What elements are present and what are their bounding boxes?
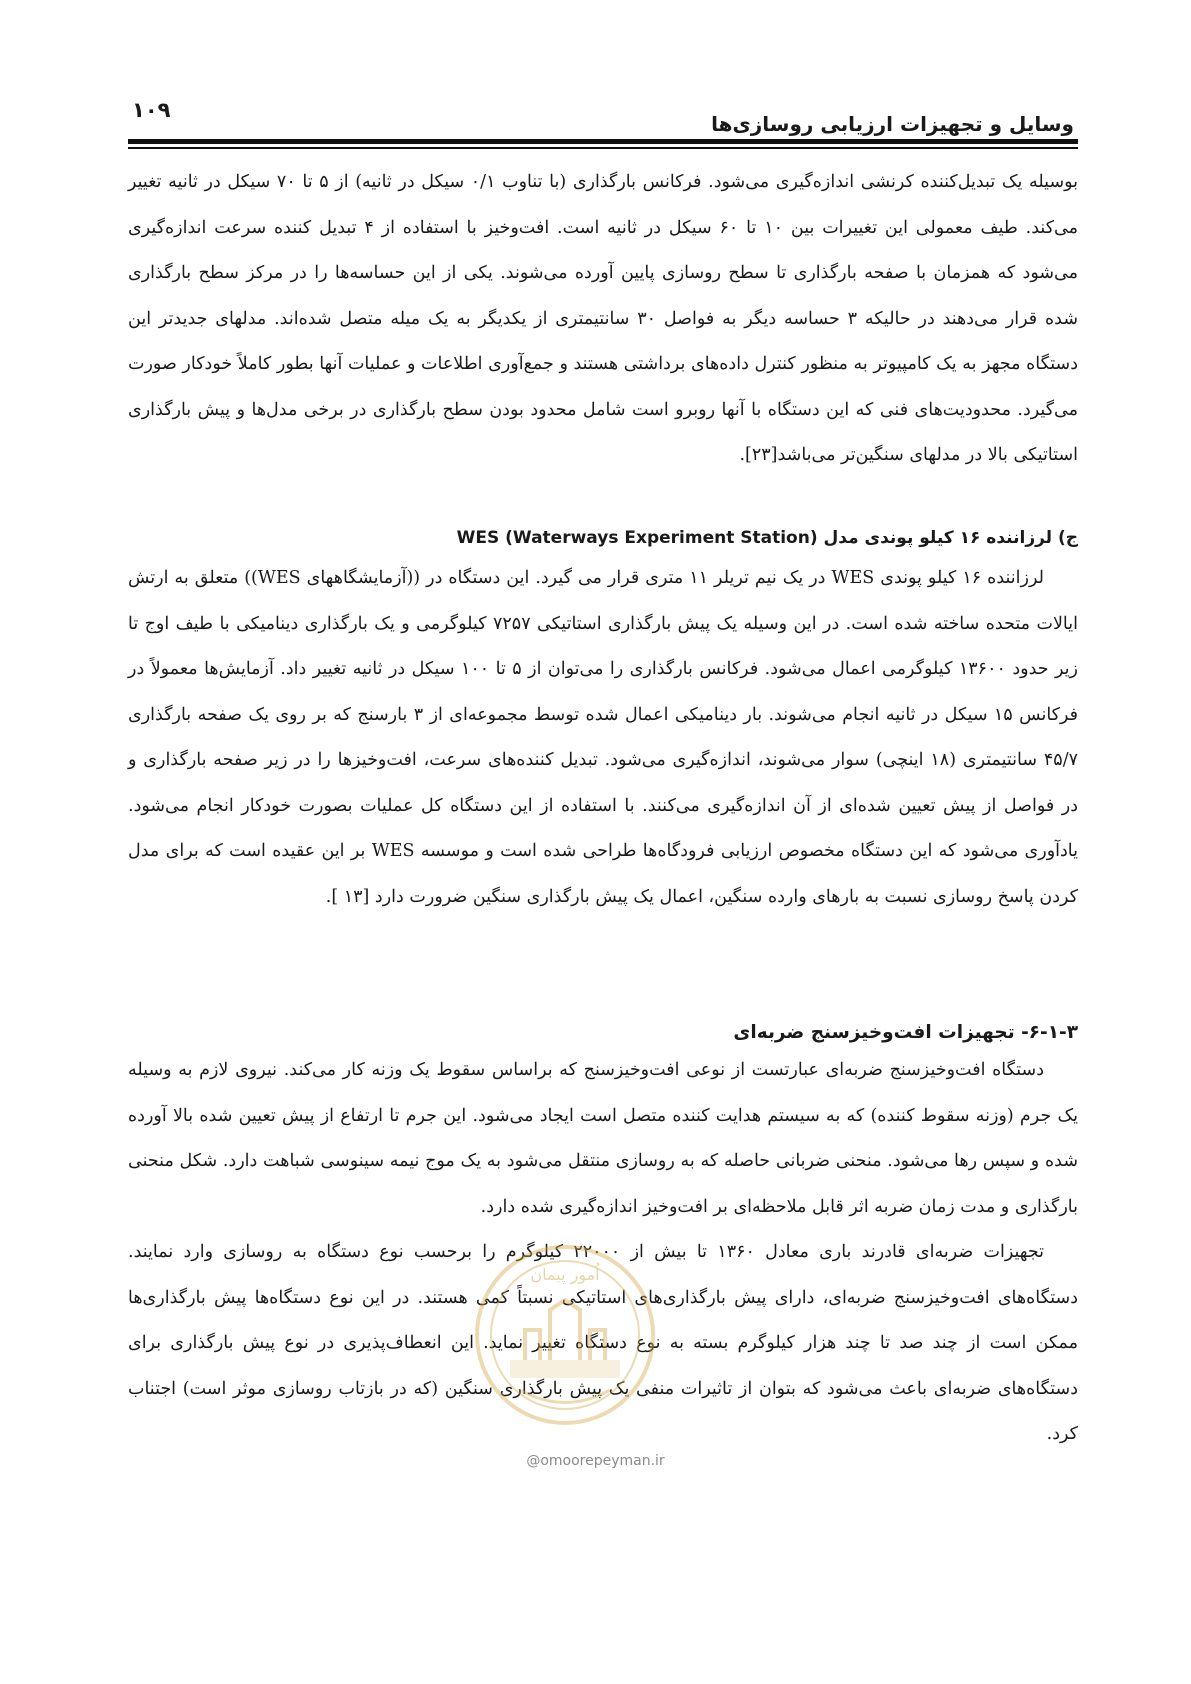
watermark-url: @omoorepeyman.ir <box>526 1453 665 1469</box>
section-b-body <box>128 160 1078 479</box>
page-header <box>128 92 1078 140</box>
watermark <box>0 1450 1191 1469</box>
section-6-1-3-paragraph-2: تجهیزات ضربه‌ای قادرند باری معادل ۱۳۶۰ تا بیش از ۲۲۰۰۰ کیلوگرم را برحسب نوع دستگاه به روسازی وارد نمایند. دستگاه‌های افت‌وخیزسنج ضربه‌ای، دارای پیش بارگذاری‌های استاتیکی نسبتاً کمی هستند. در این نوع دستگاه‌ها پیش بارگذاری‌ها ممکن است از چند صد تا چند هزار کیلوگرم بسته به نوع دستگاه تغییر نماید. این انعطاف‌پذیری در نوع پیش بارگذاری برای دستگاه‌های ضربه‌ای باعث می‌شود که بتوان از تاثیرات منفی یک پیش بارگذاری سنگین (که در بازتاب روسازی موثر است) اجتناب کرد. <box>128 1242 1078 1444</box>
watermark-stamp-logo <box>470 1240 660 1450</box>
stamp-name-text: اُمور پیمان <box>530 1265 600 1284</box>
running-title: وسایل و تجهیزات ارزیابی روسازی‌ها <box>711 112 1074 136</box>
header-rule-thin <box>128 147 1078 149</box>
section-c-body <box>128 556 1078 920</box>
section-6-1-3-heading: ۶-۱-۳- تجهیزات افت‌وخیزسنج ضربه‌ای <box>733 1022 1078 1043</box>
page-number: ۱۰۹ <box>132 98 171 122</box>
section-c-heading: ج) لرزاننده ۱۶ کیلو پوندی مدل WES (Waterways Experiment Station) <box>456 528 1078 548</box>
section-b-paragraph: بوسیله یک تبدیل‌کننده کرنشی اندازه‌گیری می‌شود. فرکانس بارگذاری (با تناوب ۰/۱ سیکل در ثانیه) از ۵ تا ۷۰ سیکل در ثانیه تغییر می‌کند. طیف معمولی این تغییرات بین ۱۰ تا ۶۰ سیکل در ثانیه است. افت‌وخیز با استفاده از ۴ تبدیل کننده سرعت اندازه‌گیری می‌شود که همزمان با صفحه بارگذاری تا سطح روسازی پایین آورده می‌شوند. یکی از این حساسه‌ها را در مرکز سطح بارگذاری شده قرار می‌دهند در حالیکه ۳ حساسه دیگر به فواصل ۳۰ سانتیمتری از یکدیگر به یک میله متصل شده‌اند. مدلهای جدیدتر این دستگاه مجهز به یک کامپیوتر به منظور کنترل داده‌های برداشتی هستند و جمع‌آوری اطلاعات و عملیات آنها بطور کاملاً خودکار صورت می‌گیرد. محدودیت‌های فنی که این دستگاه با آنها روبرو است شامل محدود بودن سطح بارگذاری در برخی مدل‌ها و پیش بارگذاری استاتیکی بالا در مدلهای سنگین‌تر می‌باشد[۲۳]. <box>128 172 1079 465</box>
header-rule-thick <box>128 139 1078 144</box>
section-6-1-3-paragraph-1: دستگاه افت‌وخیزسنج ضربه‌ای عبارتست از نوعی افت‌وخیزسنج که براساس سقوط یک وزنه کار می‌کند. نیروی لازم به وسیله یک جرم (وزنه سقوط کننده) که به سیستم هدایت کننده متصل است ایجاد می‌شود. این جرم تا ارتفاع از پیش تعیین شده بالا آورده شده و سپس رها می‌شود. منحنی ضربانی حاصله که به روسازی منتقل می‌شود به یک موج نیمه سینوسی شباهت دارد. شکل منحنی بارگذاری و مدت زمان ضربه اثر قابل ملاحظه‌ای بر افت‌وخیز اندازه‌گیری شده دارد. <box>128 1060 1078 1217</box>
section-c-paragraph: لرزاننده ۱۶ کیلو پوندی WES در یک نیم تریلر ۱۱ متری قرار می گیرد. این دستگاه در ((آزمایشگاههای WES)) متعلق به ارتش ایالات متحده ساخته شده است. در این وسیله یک پیش بارگذاری استاتیکی ۷۲۵۷ کیلوگرمی و یک بارگذاری دینامیکی با طیف اوج تا زیر حدود ۱۳۶۰۰ کیلوگرمی اعمال می‌شود. فرکانس بارگذاری را می‌توان از ۵ تا ۱۰۰ سیکل در ثانیه تغییر داد. آزمایش‌ها معمولاً در فرکانس ۱۵ سیکل در ثانیه انجام می‌شوند. بار دینامیکی اعمال شده توسط مجموعه‌ای از ۳ بارسنج که بر روی یک صفحه بارگذاری ۴۵/۷ سانتیمتری (۱۸ اینچی) سوار می‌شوند، اندازه‌گیری می‌شود. تبدیل کننده‌های سرعت، افت‌وخیزها را در زیر صفحه بارگذاری و در فواصل از پیش تعیین شده‌ای از آن اندازه‌گیری می‌کنند. با استفاده از این دستگاه کل عملیات بصورت خودکار انجام می‌شود. یادآوری می‌شود که این دستگاه مخصوص ارزیابی فرودگاه‌ها طراحی شده است و موسسه WES بر این عقیده است که برای مدل کردن پاسخ روسازی نسبت به بارهای وارده سنگین، اعمال یک پیش بارگذاری سنگین ضرورت دارد [۱۳ ]. <box>128 568 1079 907</box>
